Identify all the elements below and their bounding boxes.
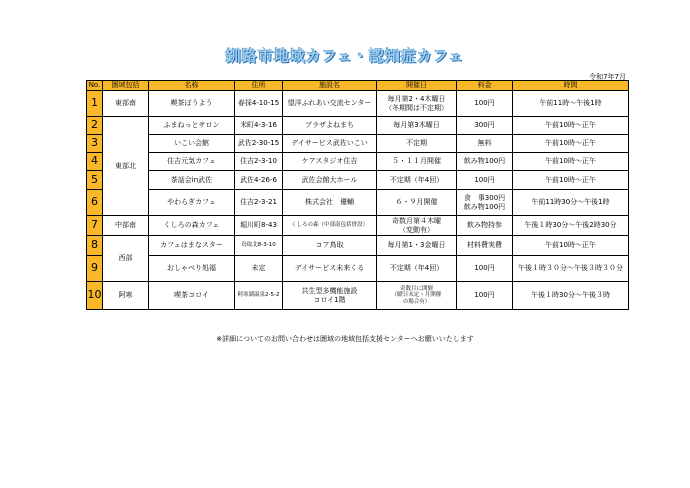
header-cell: 料金 (457, 81, 513, 91)
date-label: 令和7年7月 (589, 73, 626, 81)
name-cell: やわらぎカフェ (149, 190, 235, 216)
row-number: 9 (87, 256, 103, 282)
row-number: 6 (87, 190, 103, 216)
row-number: 7 (87, 216, 103, 236)
facility-cell: 共生型多機能施設 コロイ1階 (283, 282, 377, 310)
time-cell: 午前11時〜午後1時 (513, 91, 629, 117)
address-cell: 住吉2-3-21 (235, 190, 283, 216)
table-row (87, 236, 629, 256)
header-cell: 名称 (149, 81, 235, 91)
row-number: 5 (87, 171, 103, 190)
row-number: 4 (87, 153, 103, 171)
area-cell: 西部 (103, 236, 149, 282)
row-number: 1 (87, 91, 103, 117)
facility-cell: 望洋ふれあい交流センター (283, 91, 377, 117)
facility-cell: コア鳥取 (283, 236, 377, 256)
table-row (87, 256, 629, 282)
fee-cell: 100円 (457, 282, 513, 310)
header-cell: 時間 (513, 81, 629, 91)
header-cell: No. (87, 81, 103, 91)
table-row (87, 216, 629, 236)
name-cell: くしろの森カフェ (149, 216, 235, 236)
name-cell: ふまねっとサロン (149, 117, 235, 135)
address-cell: 堀川町8-43 (235, 216, 283, 236)
area-cell: 東部南 (103, 91, 149, 117)
name-cell: 喫茶コロイ (149, 282, 235, 310)
footnote: ※詳細についてのお問い合わせは圏域の地域包括支援センターへお願いいたします (216, 335, 474, 343)
name-cell: おしゃべり処福 (149, 256, 235, 282)
day-cell: 奇数月に開催 （曜日未定・月開催 の場合有） (377, 282, 457, 310)
table-row (87, 171, 629, 190)
time-cell: 午前10時〜正午 (513, 236, 629, 256)
area-cell: 東部北 (103, 117, 149, 216)
day-cell: 不定期（年4回） (377, 171, 457, 190)
table-row (87, 91, 629, 117)
address-cell: 春採4-10-15 (235, 91, 283, 117)
time-cell: 午前10時〜正午 (513, 171, 629, 190)
day-cell: 毎月第3木曜日 (377, 117, 457, 135)
time-cell: 午前10時〜正午 (513, 117, 629, 135)
facility-cell: くしろの森（中部南包括併設） (283, 216, 377, 236)
time-cell: 午前11時30分〜午後1時 (513, 190, 629, 216)
facility-cell: デイサービス未来くる (283, 256, 377, 282)
area-cell: 中部南 (103, 216, 149, 236)
name-cell: 喫茶ぽうよう (149, 91, 235, 117)
name-cell: いこい会館 (149, 135, 235, 153)
day-cell: 不定期 (377, 135, 457, 153)
fee-cell: 食 事300円 飲み物100円 (457, 190, 513, 216)
address-cell: 米町4-3-16 (235, 117, 283, 135)
fee-cell: 材料費実費 (457, 236, 513, 256)
header-cell: 圏域包括 (103, 81, 149, 91)
fee-cell: 飲み物100円 (457, 153, 513, 171)
day-cell: 奇数月第４木曜 （変動有） (377, 216, 457, 236)
table-row (87, 153, 629, 171)
day-cell: 毎月第2・4木曜日 （冬期間は不定期） (377, 91, 457, 117)
header-cell: 住所 (235, 81, 283, 91)
fee-cell: 飲み物持参 (457, 216, 513, 236)
page-title: 釧路市地域カフェ・認知症カフェ (225, 47, 465, 65)
fee-cell: 100円 (457, 91, 513, 117)
address-cell: 武佐2-30-15 (235, 135, 283, 153)
address-cell: 鳥取北8-3-10 (235, 236, 283, 256)
header-cell: 開催日 (377, 81, 457, 91)
address-cell: 武佐4-26-6 (235, 171, 283, 190)
time-cell: 午後１時３０分〜午後３時３０分 (513, 256, 629, 282)
day-cell: ６・９月開催 (377, 190, 457, 216)
day-cell: 不定期（年4回） (377, 256, 457, 282)
fee-cell: 無料 (457, 135, 513, 153)
table-row (87, 282, 629, 310)
facility-cell: 武佐会館大ホール (283, 171, 377, 190)
row-number: 8 (87, 236, 103, 256)
row-number: 10 (87, 282, 103, 310)
cafe-table (86, 80, 629, 310)
header-cell: 施設名 (283, 81, 377, 91)
name-cell: 住吉元気カフェ (149, 153, 235, 171)
fee-cell: 100円 (457, 256, 513, 282)
address-cell: 未定 (235, 256, 283, 282)
time-cell: 午前10時〜正午 (513, 135, 629, 153)
fee-cell: 100円 (457, 171, 513, 190)
facility-cell: プラザよねまち (283, 117, 377, 135)
day-cell: ５・１１月開催 (377, 153, 457, 171)
time-cell: 午後１時30分〜午後2時30分 (513, 216, 629, 236)
area-cell: 阿寒 (103, 282, 149, 310)
time-cell: 午後１時30分〜午後３時 (513, 282, 629, 310)
address-cell: 阿寒湖温泉2-5-2 (235, 282, 283, 310)
header-row (87, 81, 629, 91)
name-cell: 茶話会in武佐 (149, 171, 235, 190)
name-cell: カフェはまなスター (149, 236, 235, 256)
table-row (87, 117, 629, 135)
table-row (87, 135, 629, 153)
table-row (87, 190, 629, 216)
row-number: 2 (87, 117, 103, 135)
facility-cell: 株式会社 優輔 (283, 190, 377, 216)
facility-cell: ケアスタジオ住吉 (283, 153, 377, 171)
facility-cell: デイサービス武佐いこい (283, 135, 377, 153)
address-cell: 住吉2-3-10 (235, 153, 283, 171)
day-cell: 毎月第1・3金曜日 (377, 236, 457, 256)
row-number: 3 (87, 135, 103, 153)
fee-cell: 300円 (457, 117, 513, 135)
time-cell: 午前10時〜正午 (513, 153, 629, 171)
